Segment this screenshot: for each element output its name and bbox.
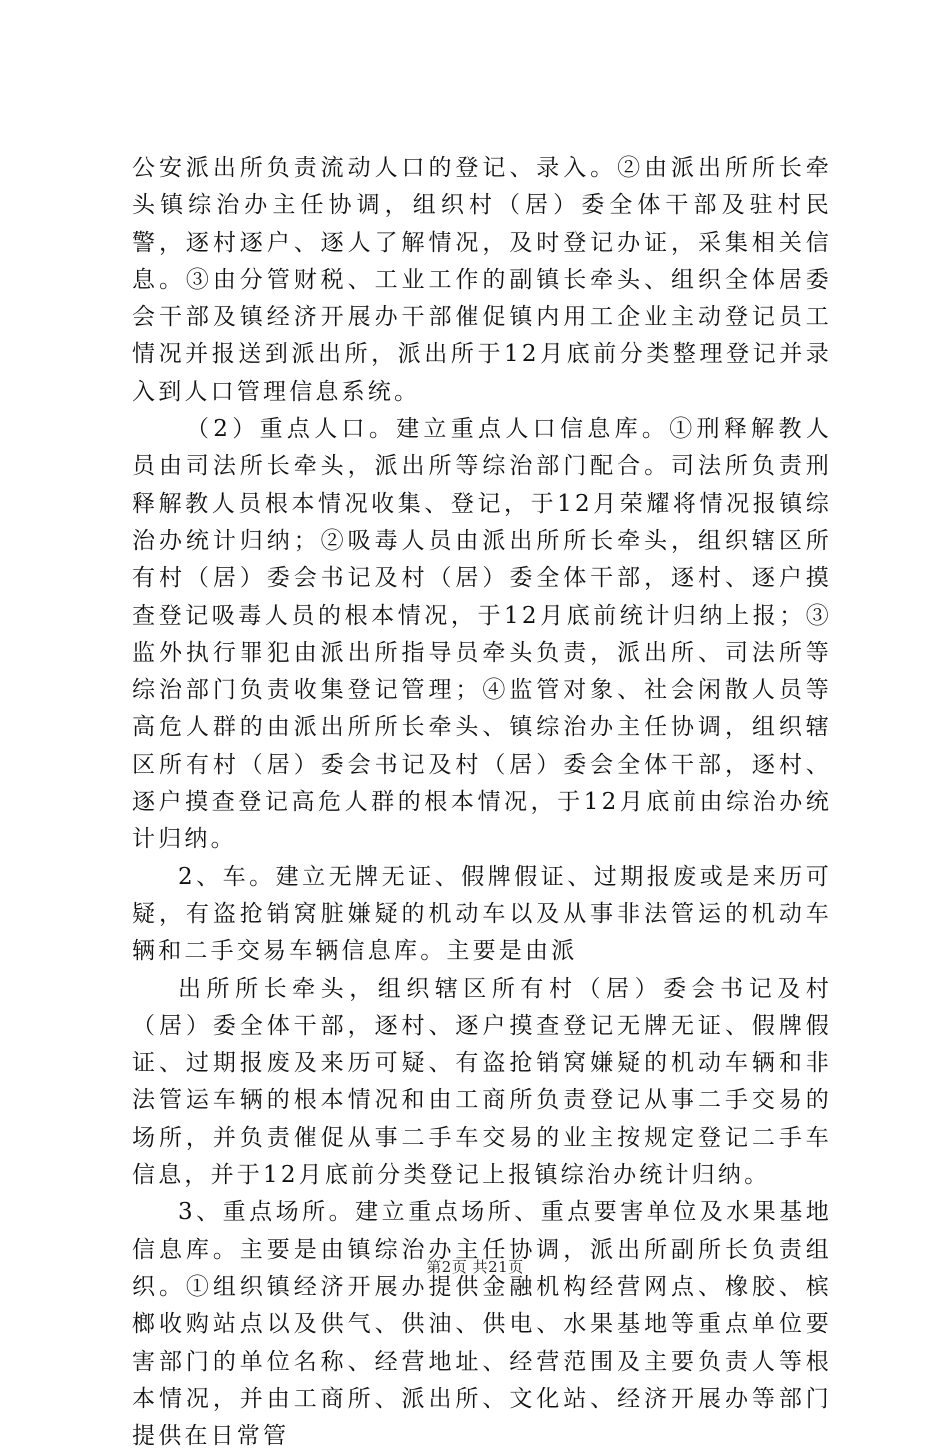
paragraph-floating-population-continued: 公安派出所负责流动人口的登记、录入。②由派出所所长牵头镇综治办主任协调，组织村（居）委全体干部及驻村民警，逐村逐户、逐人了解情况，及时登记办证，采集相关信息。③由分管财税、工业工作的副镇长牵头、组织全体居委会干部及镇经济开展办干部催促镇内用工企业主动登记员工情况并报送到派出所，派出所于12月底前分类整理登记并录入到人口管理信息系统。 (132, 155, 832, 405)
paragraph-key-population: （2）重点人口。建立重点人口信息库。①刑释解教人员由司法所长牵头，派出所等综治部门配合。司法所负责刑释解教人员根本情况收集、登记，于12月荣耀将情况报镇综治办统计归纳；②吸毒人员由派出所所长牵头，组织辖区所有村（居）委会书记及村（居）委全体干部，逐村、逐户摸查登记吸毒人员的根本情况，于12月底前统计归纳上报；③监外执行罪犯由派出所指导员牵头负责，派出所、司法所等综治部门负责收集登记管理；④监管对象、社会闲散人员等高危人群的由派出所所长牵头、镇综治办主任协调，组织辖区所有村（居）委会书记及村（居）委会全体干部，逐村、逐户摸查登记高危人群的根本情况，于12月底前由综治办统计归纳。 (132, 416, 832, 853)
paragraph-vehicles: 2、车。建立无牌无证、假牌假证、过期报废或是来历可疑，有盗抢销窝脏嫌疑的机动车以及从事非法管运的机动车辆和二手交易车辆信息库。主要是由派 (132, 863, 832, 965)
paragraph-vehicles-continued: 出所所长牵头，组织辖区所有村（居）委会书记及村（居）委全体干部，逐村、逐户摸查登记无牌无证、假牌假证、过期报废及来历可疑、有盗抢销窝嫌疑的机动车辆和非法管运车辆的根本情况和由工商所负责登记从事二手交易的场所，并负责催促从事二手车交易的业主按规定登记二手车信息，并于12月底前分类登记上报镇综治办统计归纳。 (132, 975, 832, 1189)
paragraph-key-places: 3、重点场所。建立重点场所、重点要害单位及水果基地信息库。主要是由镇综治办主任协调，派出所副所长负责组织。①组织镇经济开展办提供金融机构经营网点、橡胶、槟榔收购站点以及供气、供油、供电、水果基地等重点单位要害部门的单位名称、经营地址、经营范围及主要负责人等根本情况，并由工商所、派出所、文化站、经济开展办等部门提供在日常管 (132, 1199, 832, 1450)
page-number-footer: 第2页 共21页 (426, 1258, 524, 1276)
